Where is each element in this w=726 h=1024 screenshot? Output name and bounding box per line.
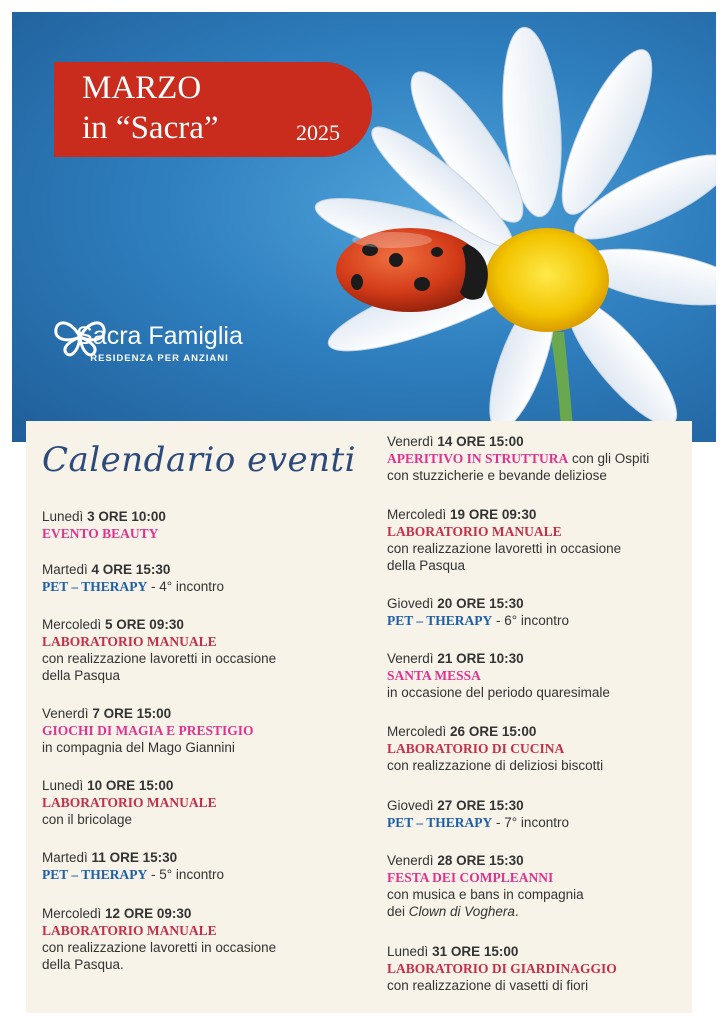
event-title: GIOCHI DI MAGIA E PRESTIGIO [42, 723, 254, 738]
event-description: - 5° incontro [147, 867, 224, 882]
event-weekday: Martedì [42, 850, 88, 865]
event-description: con gli Ospiti [568, 451, 650, 466]
event-description: in compagnia del Mago Giannini [42, 740, 235, 755]
event-title: SANTA MESSA [387, 668, 481, 683]
event-weekday: Mercoledì [387, 507, 447, 522]
title-year: 2025 [296, 120, 340, 145]
event-description: della Pasqua. [42, 957, 124, 972]
event-title: PET – THERAPY [387, 613, 493, 628]
event-item [42, 849, 224, 883]
event-description: . [514, 904, 519, 919]
event-item [387, 595, 569, 629]
event-weekday: Martedì [42, 562, 88, 577]
event-description: con realizzazione lavoretti in occasione [42, 940, 277, 955]
event-item [387, 723, 603, 774]
event-weekday: Giovedì [387, 596, 434, 611]
event-time: 19 ORE 09:30 [450, 507, 537, 522]
event-description: con il bricolage [42, 812, 133, 827]
logo [52, 317, 267, 364]
event-description: con realizzazione di vasetti di fiori [387, 978, 589, 993]
event-item [42, 777, 217, 828]
event-time: 3 ORE 10:00 [87, 509, 166, 524]
event-weekday: Mercoledì [42, 906, 102, 921]
event-title: LABORATORIO DI GIARDINAGGIO [387, 961, 617, 976]
event-title: LABORATORIO MANUALE [42, 923, 217, 938]
event-time: 21 ORE 10:30 [437, 651, 524, 666]
calendar-heading: Calendario eventi [42, 440, 357, 480]
event-description: dei [387, 904, 409, 919]
event-item [42, 905, 276, 973]
event-description: con realizzazione lavoretti in occasione [387, 541, 622, 556]
event-weekday: Venerdì [387, 434, 434, 449]
event-title: EVENTO BEAUTY [42, 526, 159, 541]
event-time: 28 ORE 15:30 [437, 853, 524, 868]
title-month: MARZO [82, 70, 202, 106]
title-badge [54, 62, 372, 157]
event-description-italic: Clown di Voghera [408, 904, 515, 919]
event-title: PET – THERAPY [42, 579, 148, 594]
event-weekday: Venerdì [387, 853, 434, 868]
event-item [387, 797, 569, 831]
event-time: 12 ORE 09:30 [105, 906, 192, 921]
event-time: 14 ORE 15:00 [437, 434, 524, 449]
event-description: con stuzzicherie e bevande deliziose [387, 468, 607, 483]
event-item [42, 705, 254, 756]
event-time: 10 ORE 15:00 [87, 778, 174, 793]
event-weekday: Venerdì [42, 706, 89, 721]
logo-subtitle: RESIDENZA PER ANZIANI [90, 353, 229, 364]
event-title: PET – THERAPY [387, 815, 493, 830]
event-item [387, 852, 584, 920]
event-item [387, 650, 610, 701]
event-time: 7 ORE 15:00 [92, 706, 172, 721]
event-title: LABORATORIO MANUALE [42, 795, 217, 810]
event-weekday: Lunedì [42, 778, 84, 793]
event-description: - 6° incontro [492, 613, 569, 628]
event-time: 31 ORE 15:00 [432, 944, 519, 959]
event-title: LABORATORIO MANUALE [42, 634, 217, 649]
event-item [42, 508, 166, 542]
event-title: PET – THERAPY [42, 867, 148, 882]
event-item [387, 943, 617, 994]
event-item [387, 433, 649, 484]
event-title: LABORATORIO MANUALE [387, 524, 562, 539]
event-description: con realizzazione lavoretti in occasione [42, 651, 277, 666]
event-weekday: Mercoledì [387, 724, 447, 739]
event-time: 11 ORE 15:30 [91, 850, 178, 865]
event-time: 26 ORE 15:00 [450, 724, 537, 739]
hero-image [12, 12, 716, 442]
event-description: con musica e bans in compagnia [387, 887, 584, 902]
butterfly-heart-icon [52, 317, 108, 359]
event-item [42, 616, 276, 684]
event-item [42, 561, 224, 595]
event-description: - 7° incontro [492, 815, 569, 830]
event-time: 5 ORE 09:30 [105, 617, 184, 632]
event-title: FESTA DEI COMPLEANNI [387, 870, 554, 885]
event-weekday: Mercoledì [42, 617, 102, 632]
event-weekday: Giovedì [387, 798, 434, 813]
event-weekday: Lunedì [42, 509, 84, 524]
event-time: 27 ORE 15:30 [437, 798, 524, 813]
event-description: della Pasqua [42, 668, 121, 683]
event-weekday: Venerdì [387, 651, 434, 666]
event-time: 20 ORE 15:30 [437, 596, 524, 611]
event-description: della Pasqua [387, 558, 466, 573]
event-description: - 4° incontro [147, 579, 224, 594]
event-item [387, 506, 621, 574]
event-title: APERITIVO IN STRUTTURA [387, 451, 569, 466]
event-time: 4 ORE 15:30 [91, 562, 171, 577]
event-weekday: Lunedì [387, 944, 429, 959]
event-description: con realizzazione di deliziosi biscotti [387, 758, 604, 773]
event-title: LABORATORIO DI CUCINA [387, 741, 565, 756]
logo-name: Sacra Famiglia [76, 322, 243, 350]
title-subtitle: in “Sacra” [82, 110, 219, 146]
event-description: in occasione del periodo quaresimale [387, 685, 610, 700]
